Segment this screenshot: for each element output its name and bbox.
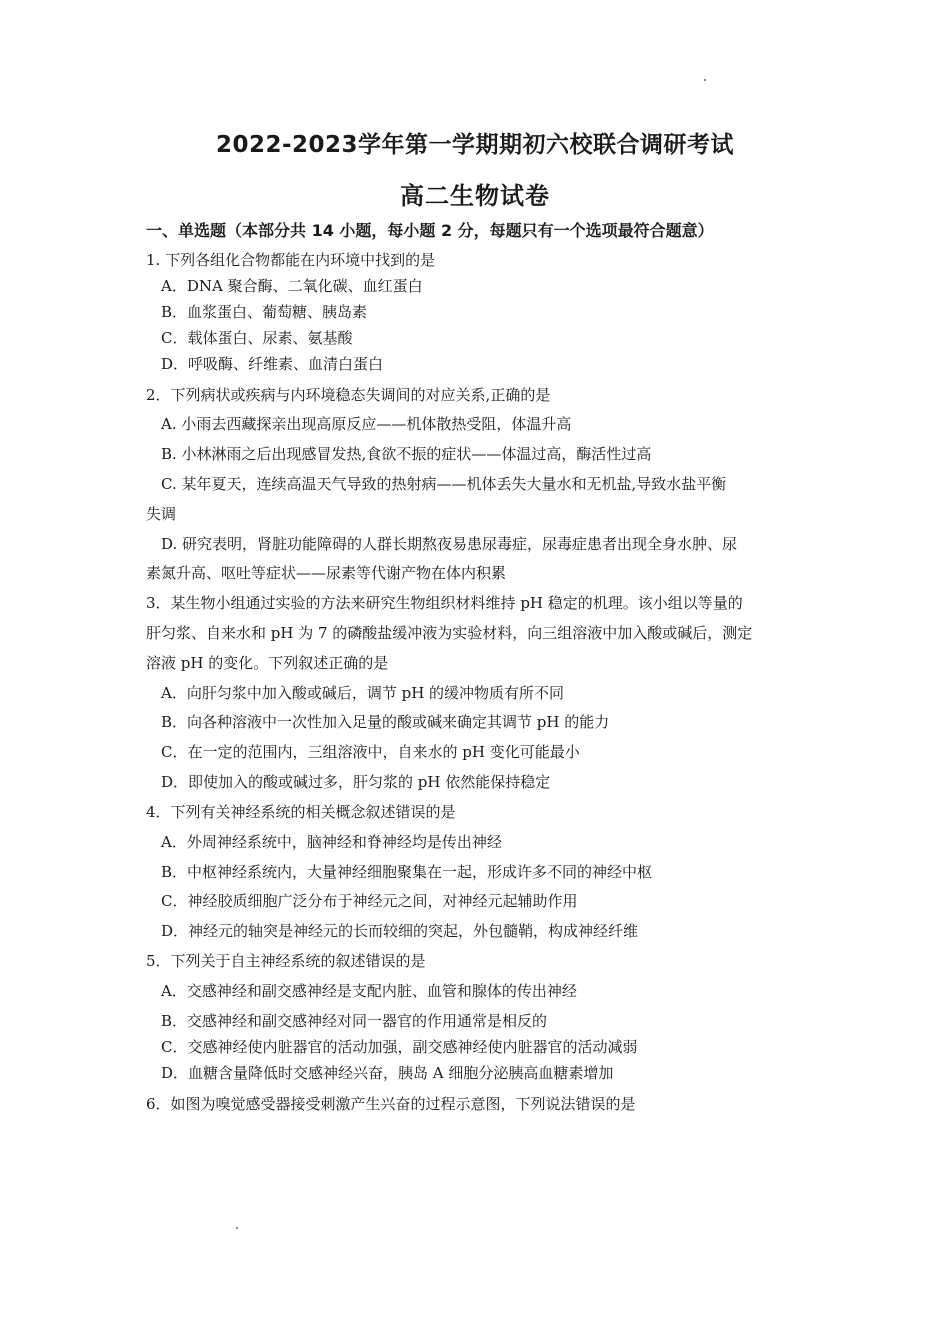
question-2-option-c-continued: 失调 <box>146 505 177 523</box>
question-4-option-a: A．外周神经系统中，脑神经和脊神经均是传出神经 <box>161 833 502 851</box>
question-5-option-b: B．交感神经和副交感神经对同一器官的作用通常是相反的 <box>161 1012 548 1030</box>
speck-mark <box>236 1227 238 1229</box>
question-1-option-a: A．DNA 聚合酶、二氧化碳、血红蛋白 <box>161 277 423 295</box>
question-3: 3．某生物小组通过实验的方法来研究生物组织材料维持 pH 稳定的机理。该小组以等量的 <box>146 594 743 612</box>
question-2: 2．下列病状或疾病与内环境稳态失调间的对应关系,正确的是 <box>146 386 551 404</box>
question-3-continued: 肝匀浆、自来水和 pH 为 7 的磷酸盐缓冲液为实验材料，向三组溶液中加入酸或碱后，测定 <box>146 624 753 642</box>
question-4-option-d: D．神经元的轴突是神经元的长而较细的突起，外包髓鞘，构成神经纤维 <box>161 922 639 940</box>
question-2-option-a: A. 小雨去西藏探亲出现高原反应——机体散热受阻，体温升高 <box>161 415 572 433</box>
question-3-option-b: B．向各种溶液中一次性加入足量的酸或碱来确定其调节 pH 的能力 <box>161 713 610 731</box>
question-3-option-d: D．即使加入的酸或碱过多，肝匀浆的 pH 依然能保持稳定 <box>161 773 551 791</box>
question-2-option-d-continued: 素氮升高、呕吐等症状——尿素等代谢产物在体内积累 <box>146 564 507 582</box>
question-2-option-c: C. 某年夏天，连续高温天气导致的热射病——机体丢失大量水和无机盐,导致水盐平衡 <box>161 475 727 493</box>
question-3-continued: 溶液 pH 的变化。下列叙述正确的是 <box>146 654 389 672</box>
exam-title: 2022-2023学年第一学期期初六校联合调研考试 <box>215 132 735 158</box>
question-1-option-c: C．载体蛋白、尿素、氨基酸 <box>161 329 353 347</box>
exam-subtitle: 高二生物试卷 <box>400 182 550 210</box>
question-6: 6．如图为嗅觉感受器接受刺激产生兴奋的过程示意图，下列说法错误的是 <box>146 1095 636 1113</box>
speck-mark <box>704 79 706 81</box>
question-1: 1. 下列各组化合物都能在内环境中找到的是 <box>146 251 436 269</box>
question-4-option-c: C．神经胶质细胞广泛分布于神经元之间，对神经元起辅助作用 <box>161 892 578 910</box>
section-heading: 一、单选题（本部分共 14 小题，每小题 2 分，每题只有一个选项最符合题意） <box>146 221 714 240</box>
question-2-option-b: B. 小林淋雨之后出现感冒发热,食欲不振的症状——体温过高，酶活性过高 <box>161 445 652 463</box>
question-1-option-d: D．呼吸酶、纤维素、血清白蛋白 <box>161 355 384 373</box>
question-5-option-c: C．交感神经使内脏器官的活动加强，副交感神经使内脏器官的活动减弱 <box>161 1038 638 1056</box>
question-3-option-a: A．向肝匀浆中加入酸或碱后，调节 pH 的缓冲物质有所不同 <box>161 684 565 702</box>
question-5-option-a: A．交感神经和副交感神经是支配内脏、血管和腺体的传出神经 <box>161 982 577 1000</box>
question-1-option-b: B．血浆蛋白、葡萄糖、胰岛素 <box>161 303 368 321</box>
question-5-option-d: D．血糖含量降低时交感神经兴奋，胰岛 A 细胞分泌胰高血糖素增加 <box>161 1064 614 1082</box>
question-4-option-b: B．中枢神经系统内，大量神经细胞聚集在一起，形成许多不同的神经中枢 <box>161 863 653 881</box>
question-2-option-d: D. 研究表明，肾脏功能障碍的人群长期熬夜易患尿毒症，尿毒症患者出现全身水肿、尿 <box>161 535 738 553</box>
question-5: 5．下列关于自主神经系统的叙述错误的是 <box>146 952 426 970</box>
question-4: 4．下列有关神经系统的相关概念叙述错误的是 <box>146 803 456 821</box>
question-3-option-c: C．在一定的范围内，三组溶液中，自来水的 pH 变化可能最小 <box>161 743 580 761</box>
